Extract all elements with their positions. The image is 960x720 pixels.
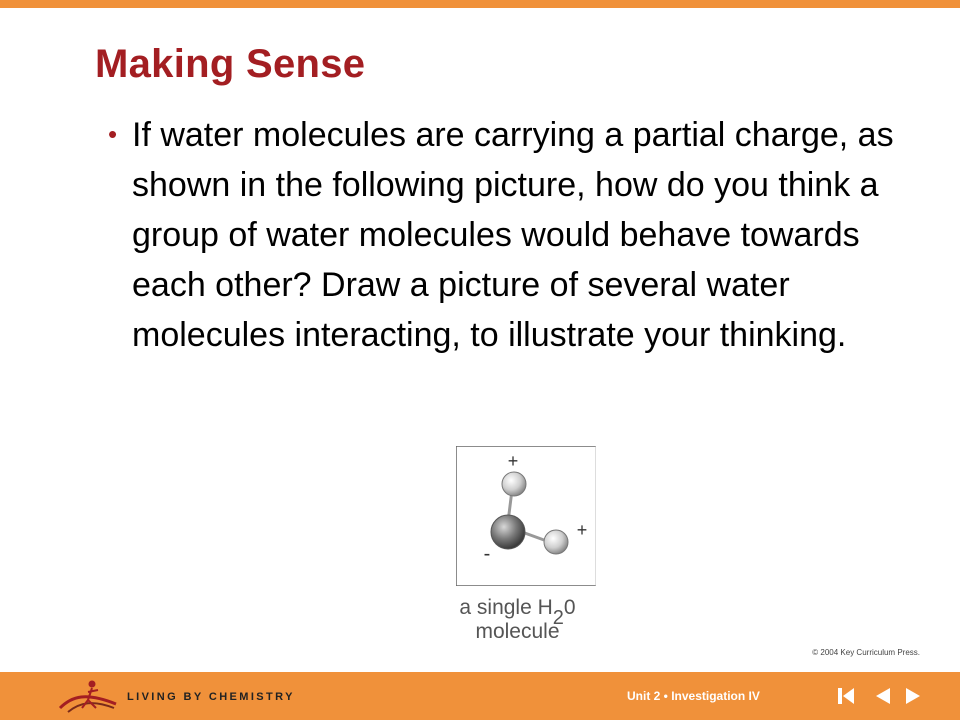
top-accent-bar <box>0 0 960 8</box>
unit-label: Unit 2 • Investigation IV <box>627 689 760 703</box>
figure-caption <box>430 596 605 644</box>
slide-title: Making Sense <box>95 42 366 86</box>
previous-slide-icon[interactable] <box>872 684 892 708</box>
caption-line-1 <box>430 596 605 629</box>
bullet-text: If water molecules are carrying a partial charge, as shown in the following picture, how do you think a group of water molecules would behave towards each other? Draw a picture of several water molecules interacting, to illustrate your thinking. <box>132 116 894 354</box>
caption-prefix: a single H <box>459 596 553 619</box>
first-slide-icon[interactable] <box>836 684 856 708</box>
minus-charge: - <box>483 543 491 565</box>
caption-line-2: molecule <box>475 620 560 643</box>
plus-charge-right: + <box>576 520 588 540</box>
caption-subscript: 2 <box>552 607 564 629</box>
bullet-dot-icon: • <box>108 119 118 149</box>
logo-text: LIVING BY CHEMISTRY <box>127 691 295 703</box>
water-molecule-diagram <box>456 446 596 586</box>
living-by-chemistry-logo-icon <box>58 678 118 714</box>
copyright-notice: © 2004 Key Curriculum Press. <box>812 648 920 657</box>
hydrogen-atom-top <box>502 472 526 496</box>
plus-charge-top: + <box>507 451 519 471</box>
next-slide-icon[interactable] <box>904 684 924 708</box>
oxygen-atom <box>491 515 525 549</box>
hydrogen-atom-right <box>544 530 568 554</box>
caption-suffix: 0 <box>563 596 576 619</box>
water-molecule-figure <box>456 446 596 586</box>
